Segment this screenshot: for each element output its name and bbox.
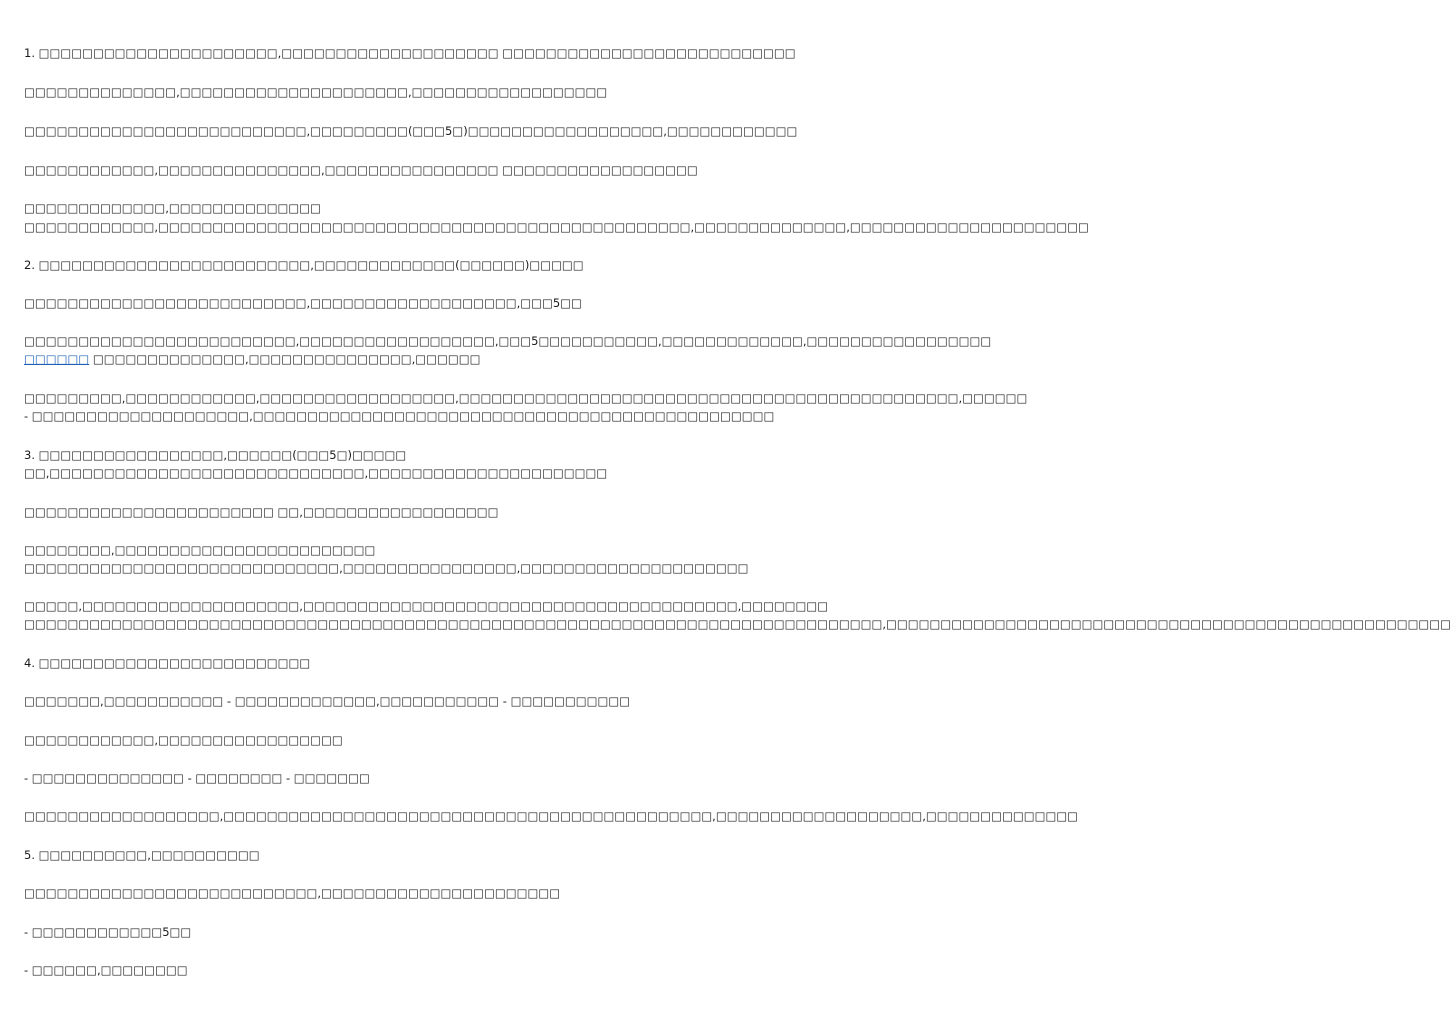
paragraph-line: □□□□□,□□□□□□□□□□□□□□□□□□□□,□□□□□□□□□□□□□□□□□□□□□□□□□□□□□□□□□□□□□□□□,□□□□□□□□ (24, 599, 829, 613)
paragraph-line: □□□□□□□□□,□□□□□□□□□□□□,□□□□□□□□□□□□□□□□□□,□□□□□□□□□□□□□□□□□□□□□□□□□□□□□□□□□□□□□□□□□□□□□□,□□□□□□ (24, 391, 1028, 405)
paragraph-line-text: □□□□□□□□□□□□□□,□□□□□□□□□□□□□□□,□□□□□□ (89, 352, 481, 366)
paragraph-line: □□□□□□□□,□□□□□□□□□□□□□□□□□□□□□□□□ (24, 543, 376, 557)
inline-link[interactable]: □□□□□□ (24, 352, 90, 366)
paragraph-line-with-link (24, 352, 480, 367)
paragraph-4-heading: 4. □□□□□□□□□□□□□□□□□□□□□□□□□ (24, 656, 311, 670)
paragraph-line: □□□□□□□,□□□□□□□□□□□ - □□□□□□□□□□□□□,□□□□□□□□□□□ - □□□□□□□□□□□ (24, 694, 631, 708)
paragraph-line: □□□□□□□□□□□□,□□□□□□□□□□□□□□□□□□□□□□□□□□□□□□□□□□□□□□□□□□□□□□□□□,□□□□□□□□□□□□□□,□□□□□□□□□□□□□□□□□□□□□□ (24, 220, 1089, 234)
bullet-line: - □□□□□□□□□□□□□□ - □□□□□□□□ - □□□□□□□ (24, 771, 370, 785)
bullet-line: - □□□□□□□□□□□□5□□ (24, 925, 192, 939)
paragraph-line: □□□□□□□□□□□□,□□□□□□□□□□□□□□□□□ (24, 733, 343, 747)
paragraph-line: □□,□□□□□□□□□□□□□□□□□□□□□□□□□□□□□,□□□□□□□□□□□□□□□□□□□□□□ (24, 466, 608, 480)
paragraph-line: □□□□□□□□□□□□□□□□□□□□□□□□□□□□□,□□□□□□□□□□□□□□□□,□□□□□□□□□□□□□□□□□□□□□ (24, 561, 749, 575)
paragraph-line: □□□□□□□□□□□□□□□□□□□□□□□ □□,□□□□□□□□□□□□□□□□□□ (24, 505, 499, 519)
paragraph-3-heading: 3. □□□□□□□□□□□□□□□□□,□□□□□□(□□□5□)□□□□□ (24, 448, 407, 462)
paragraph-2-heading: 2. □□□□□□□□□□□□□□□□□□□□□□□□□,□□□□□□□□□□□□□(□□□□□□)□□□□□ (24, 258, 584, 272)
paragraph-line: □□□□□□□□□□□□,□□□□□□□□□□□□□□□,□□□□□□□□□□□□□□□□ □□□□□□□□□□□□□□□□□□ (24, 163, 698, 177)
paragraph-line: □□□□□□□□□□□□□□□□□□□□□□□□□□□,□□□□□□□□□□□□□□□□□□□□□□ (24, 886, 561, 900)
paragraph-line: □□□□□□□□□□□□□□□□□□□□□□□□□□□□□□□□□□□□□□□□□□□□□□□□□□□□□□□□□□□□□□□□□□□□□□□□□□□□□□□,□□□□□□□□□□□□□□□□□□□□□□□□□□□□□□□□□□□□□□□□□□□□□□□□□□□□ (24, 617, 1451, 631)
paragraph-1-heading: 1. □□□□□□□□□□□□□□□□□□□□□□,□□□□□□□□□□□□□□□□□□□□ □□□□□□□□□□□□□□□□□□□□□□□□□□□ (24, 46, 796, 60)
paragraph-5-heading: 5. □□□□□□□□□□,□□□□□□□□□□ (24, 848, 260, 862)
paragraph-line: □□□□□□□□□□□□□□□□□□□□□□□□□□,□□□□□□□□□□□□□□□□□□□,□□□5□□ (24, 296, 582, 310)
bullet-line: - □□□□□□□□□□□□□□□□□□□□,□□□□□□□□□□□□□□□□□□□□□□□□□□□□□□□□□□□□□□□□□□□□□□□□ (24, 409, 775, 423)
bullet-line: - □□□□□□,□□□□□□□□ (24, 963, 188, 977)
paragraph-line: □□□□□□□□□□□□□□□□□□□□□□□□□□,□□□□□□□□□(□□□5□)□□□□□□□□□□□□□□□□□□,□□□□□□□□□□□□ (24, 124, 798, 138)
paragraph-line: □□□□□□□□□□□□□□,□□□□□□□□□□□□□□□□□□□□□,□□□□□□□□□□□□□□□□□□ (24, 85, 608, 99)
paragraph-line: □□□□□□□□□□□□□,□□□□□□□□□□□□□□ (24, 201, 322, 215)
paragraph-line: □□□□□□□□□□□□□□□□□□□□□□□□□,□□□□□□□□□□□□□□□□□□,□□□5□□□□□□□□□□□,□□□□□□□□□□□□□,□□□□□□□□□□□□□□□□□ (24, 334, 992, 348)
paragraph-line: □□□□□□□□□□□□□□□□□□,□□□□□□□□□□□□□□□□□□□□□□□□□□□□□□□□□□□□□□□□□□□□□,□□□□□□□□□□□□□□□□□□□,□□□□□□□□□□□□□□ (24, 809, 1079, 823)
